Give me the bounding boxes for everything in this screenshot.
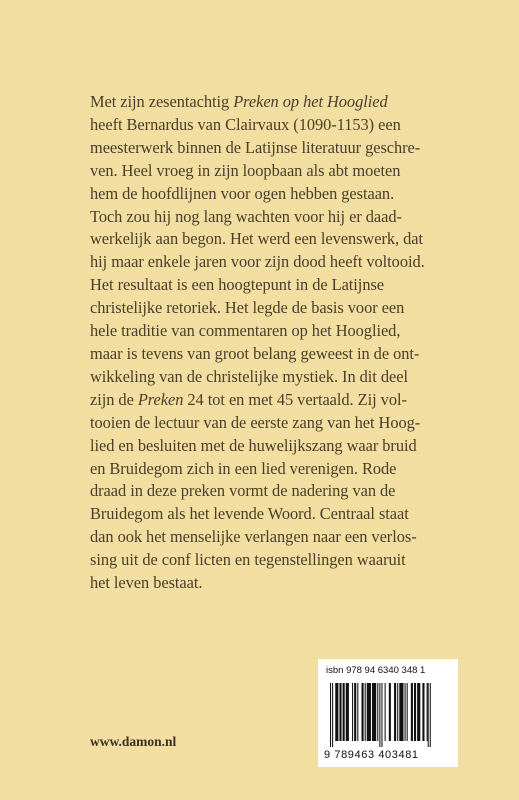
- blurb-text: christelijke retoriek. Het legde de basis voor een: [90, 298, 405, 318]
- back-cover-blurb: [90, 91, 450, 595]
- barcode-bar: [405, 683, 406, 741]
- barcode-bar: [389, 683, 391, 741]
- barcode-bar: [330, 683, 331, 747]
- barcode-digits: 9 789463 403481: [324, 749, 419, 761]
- barcode-bar: [399, 683, 403, 741]
- blurb-text: tooien de lectuur van de eerste zang van het Hoog-: [90, 412, 421, 432]
- blurb-line: [90, 343, 450, 366]
- isbn-barcode-block: [318, 659, 458, 767]
- blurb-line: [90, 206, 450, 229]
- barcode-bar: [372, 683, 376, 741]
- barcode-bar: [354, 683, 356, 741]
- blurb-text: en Bruidegom zich in een lied verenigen. Rode: [90, 458, 397, 478]
- blurb-line: [90, 160, 450, 183]
- barcode-bar: [365, 683, 366, 741]
- publisher-website: www.damon.nl: [90, 734, 177, 749]
- blurb-text: draad in deze preken vormt de nadering van de: [90, 481, 396, 501]
- blurb-line: [90, 503, 450, 526]
- blurb-line: [90, 91, 450, 114]
- italic-title: Preken op het Hooglied: [233, 92, 388, 111]
- blurb-text: hele traditie van commentaren op het Hooglied,: [90, 321, 401, 341]
- blurb-line: [90, 412, 450, 435]
- blurb-text: Toch zou hij nog lang wachten voor hij er daad-: [90, 206, 402, 226]
- blurb-line: [90, 389, 450, 412]
- barcode-bar: [397, 683, 398, 741]
- isbn-label: isbn 978 94 6340 348 1: [326, 665, 426, 676]
- blurb-line: [90, 274, 450, 297]
- blurb-text: meesterwerk binnen de Latijnse literatuur geschre-: [90, 137, 421, 157]
- blurb-text: Het resultaat is een hoogtepunt in de Latijnse: [90, 275, 385, 295]
- blurb-text: Met zijn zesentachtig: [90, 92, 234, 111]
- barcode-bar: [357, 683, 358, 741]
- blurb-text: ven. Heel vroeg in zijn loopbaan als abt moeten: [90, 160, 401, 180]
- blurb-line: [90, 320, 450, 343]
- blurb-line: [90, 572, 450, 595]
- italic-title: Preken: [137, 389, 184, 409]
- barcode-bar: [377, 683, 378, 741]
- blurb-text: zijn de: [90, 389, 138, 409]
- barcode-bar: [332, 683, 333, 747]
- blurb-line: [90, 526, 450, 549]
- blurb-line: [90, 549, 450, 572]
- blurb-line: [90, 251, 450, 274]
- blurb-line: [90, 480, 450, 503]
- barcode-bar: [430, 683, 431, 747]
- blurb-line: [90, 297, 450, 320]
- barcode-bar: [428, 683, 429, 747]
- barcode-bar: [427, 683, 428, 741]
- barcode-bar: [339, 683, 341, 741]
- blurb-line: [90, 366, 450, 389]
- barcode-bar: [417, 683, 420, 741]
- blurb-line: [90, 228, 450, 251]
- blurb-text: hem de hoofdlijnen voor ogen hebben gestaan.: [90, 183, 395, 203]
- barcode-bar: [407, 683, 408, 741]
- blurb-text: lied en besluiten met de huwelijkszang waar bruid: [90, 435, 417, 455]
- barcode-bar: [346, 683, 349, 741]
- blurb-text: hij maar enkele jaren voor zijn dood heeft voltooid.: [90, 252, 425, 272]
- barcode-bar: [335, 683, 338, 741]
- barcode-bar: [352, 683, 353, 741]
- barcode-bar: [422, 683, 424, 741]
- blurb-text: 24 tot en met 45 vertaald. Zij vol-: [183, 389, 407, 409]
- blurb-text: het leven bestaat.: [90, 573, 203, 593]
- blurb-line: [90, 137, 450, 160]
- blurb-line: [90, 458, 450, 481]
- barcode-bar: [394, 683, 396, 741]
- blurb-text: wikkeling van de christelijke mystiek. In dit deel: [90, 366, 408, 386]
- barcode-graphic: [326, 683, 450, 747]
- blurb-line: [90, 114, 450, 137]
- blurb-text: Bruidegom als het levende Woord. Centraal staat: [90, 504, 409, 524]
- blurb-text: heeft Bernardus van Clairvaux (1090-1153) een: [90, 114, 401, 134]
- barcode-bar: [411, 683, 413, 741]
- barcode-bar: [379, 683, 380, 747]
- barcode-bar: [367, 683, 371, 741]
- blurb-line: [90, 183, 450, 206]
- blurb-text: dan ook het menselijke verlangen naar een verlos-: [90, 527, 417, 547]
- barcode-bar: [414, 683, 416, 741]
- blurb-text: werkelijk aan begon. Het werd een levenswerk, dat: [90, 229, 423, 249]
- blurb-line: [90, 435, 450, 458]
- barcode-bar: [343, 683, 345, 741]
- blurb-text: maar is tevens van groot belang geweest in de ont-: [90, 343, 420, 363]
- barcode-bar: [385, 683, 386, 741]
- barcode-bar: [381, 683, 382, 747]
- barcode-bar: [362, 683, 364, 741]
- blurb-text: sing uit de conf licten en tegenstellingen waaruit: [90, 550, 406, 570]
